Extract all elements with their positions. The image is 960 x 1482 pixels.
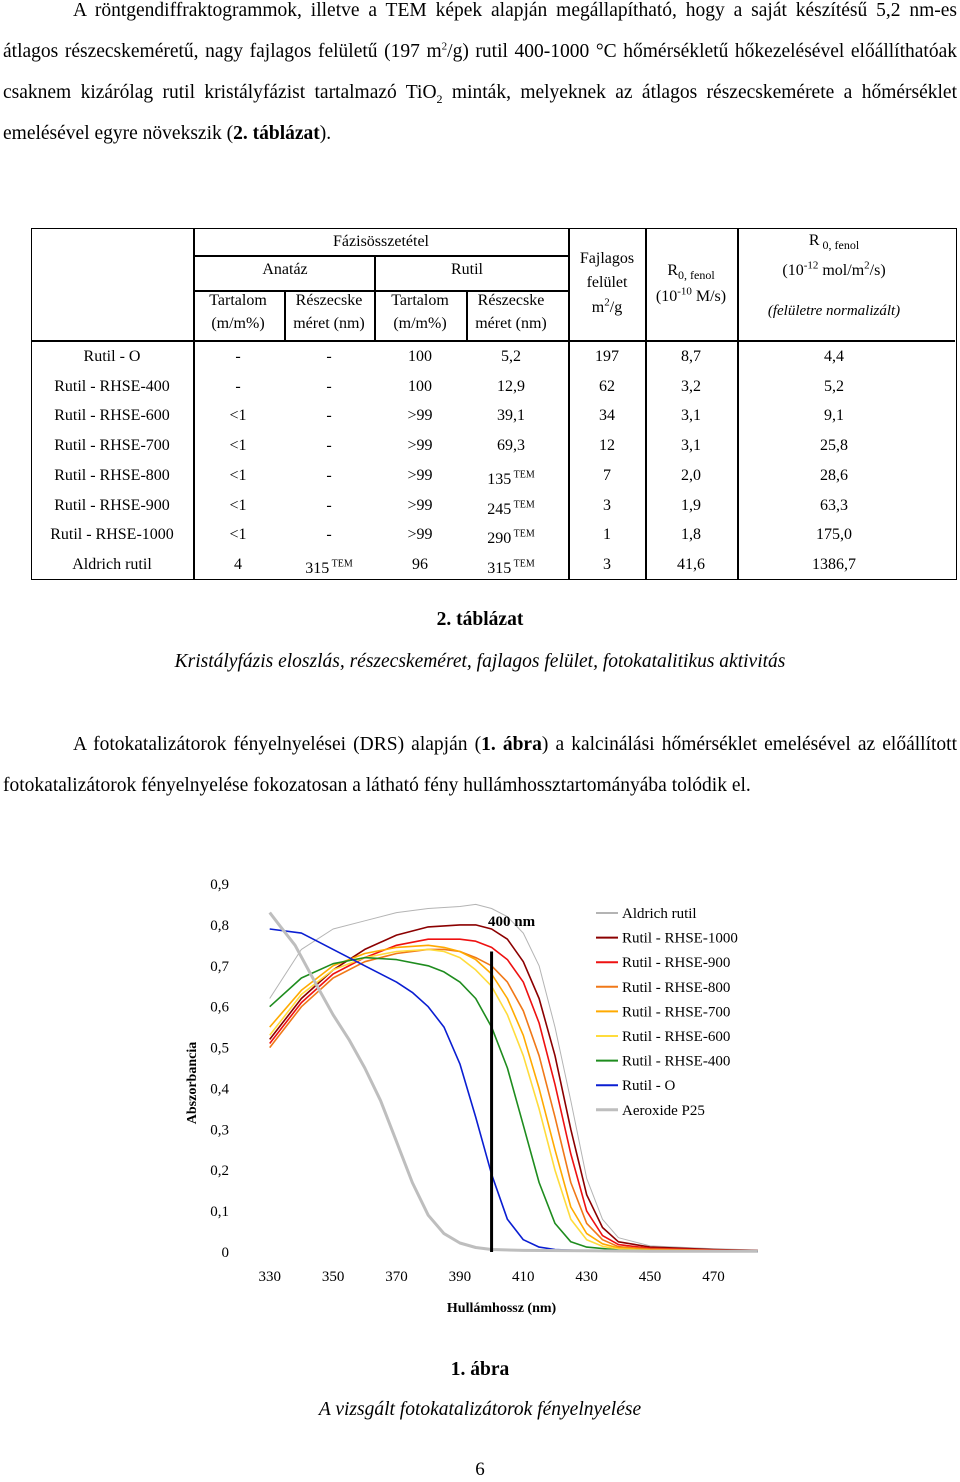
page-number: 6 [475,1459,485,1480]
header-rutile: Rutil [450,261,484,278]
table-cell: 135 $^{TEM}$ [487,469,535,488]
legend-label: Rutil - RHSE-600 [622,1029,731,1045]
table-cell: 2,0 [681,466,701,484]
x-tick-label: 350 [321,1269,345,1285]
paragraph-1 [3,0,957,154]
table-divider [32,340,955,342]
header-particle-unit: méret (nm) [475,315,547,332]
table-cell: - [235,348,241,365]
header-content: Tartalom [391,292,449,309]
subscript: 2 [436,91,443,106]
table-cell: 3 [603,496,611,514]
row-label: Aldrich rutil [72,555,152,573]
table-cell: 100 [408,348,432,365]
row-label: Rutil - O [83,348,141,365]
table-caption-text: Kristályfázis eloszlás, részecskeméret, fajlagos felület, fotokatalitikus aktivitás [174,651,786,672]
y-tick-label: 0,8 [210,917,229,934]
table-cell: 12 [599,437,615,455]
x-tick-label: 410 [512,1269,535,1285]
header-rn-unit: ($10^{-12}$ mol/$m^2/s$) [782,259,886,279]
table-cell: <1 [229,526,247,544]
table-cell: - [326,496,332,514]
row-label: Rutil - RHSE-800 [54,466,170,484]
table-cell: 62 [599,377,615,395]
header-r0-unit: ($10^{-10}$ M/s) [655,285,727,305]
row-label: Rutil - RHSE-1000 [50,526,174,544]
x-tick-label: 390 [448,1269,472,1285]
table-divider [737,229,739,579]
table-cell: 41,6 [677,555,705,573]
table-cell: >99 [407,496,433,514]
table-cell: 315 $^{TEM}$ [305,558,353,577]
legend-label: Rutil - O [622,1078,676,1095]
table-cell: 3,1 [681,437,701,455]
table-cell: 290 $^{TEM}$ [487,528,535,548]
table-cell: 25,8 [820,437,848,455]
y-tick-label: 0,7 [210,958,229,975]
table-cell: 8,7 [681,348,701,365]
table-cell: 28,6 [820,466,848,484]
y-tick-label: 0,6 [210,999,229,1016]
y-tick-label: 0 [221,1245,229,1261]
table-cell: >99 [407,437,433,455]
paragraph-1-text-d: ). [319,123,332,144]
y-tick-label: 0,2 [210,1163,229,1180]
table-cell: 9,1 [824,407,844,425]
table-divider [568,229,570,579]
y-tick-label: 0,1 [210,1204,229,1221]
x-tick-label: 470 [702,1269,725,1285]
table-cell: 39,1 [497,407,525,425]
legend-label: Rutil - RHSE-700 [622,1004,731,1021]
legend-label: Rutil - RHSE-1000 [622,930,738,947]
table-cell: 5,2 [824,377,844,395]
table-divider [284,291,286,341]
row-label: Rutil - RHSE-700 [54,437,170,455]
table-divider [645,229,647,579]
figure-reference: 1. ábra [481,734,542,755]
table-cell: 12,9 [497,377,525,395]
table-cell: <1 [229,466,247,484]
header-specific-surface-unit: $m^2/g$ [591,296,623,316]
table-cell: <1 [229,407,247,425]
table-cell: 1,8 [681,526,701,544]
table-cell: 63,3 [820,496,848,514]
y-tick-label: 0,9 [210,877,229,893]
table-cell: 4,4 [824,348,844,365]
table-cell: - [326,466,332,484]
y-axis-label: Abszorbancia [185,1041,200,1125]
header-content-unit: (m/m%) [393,315,447,332]
header-specific-surface: Fajlagos [579,250,635,267]
header-rn: R $_{0, fenol}$ [808,232,860,253]
table-cell: 3,1 [681,407,701,425]
legend-label: Aldrich rutil [622,906,697,922]
header-specific-surface-2: felület [586,274,628,291]
table-cell: 100 [408,377,432,395]
table-cell: 315 $^{TEM}$ [487,558,535,577]
table-divider [193,229,195,579]
table-divider [466,291,468,341]
table-cell: - [235,377,241,395]
table-cell: <1 [229,437,247,455]
header-particle: Részecske [477,292,545,309]
table-cell: - [326,348,332,365]
table-reference: 2. táblázat [233,123,320,144]
table-divider [374,256,376,341]
table-cell: 1 [603,526,611,544]
x-axis-label: Hullámhossz (nm) [446,1301,557,1316]
x-tick-label: 450 [638,1269,662,1285]
table-cell: 3 [603,555,611,573]
table-cell: - [326,407,332,425]
table-cell: >99 [407,466,433,484]
table-cell: 197 [595,348,619,365]
table-cell: 7 [603,466,611,484]
absorbance-chart [176,869,776,1329]
x-tick-label: 370 [385,1269,408,1285]
table-cell: 5,2 [501,348,521,365]
table-cell: 4 [234,555,242,573]
wavelength-marker-label: 400 nm [488,913,536,930]
superscript: 2 [441,40,448,53]
table-cell: 1,9 [681,496,701,514]
header-rn-note: (felületre normalizált) [767,303,901,319]
table-cell: 245 $^{TEM}$ [487,499,535,518]
table-cell: - [326,526,332,544]
results-table [31,228,957,580]
x-tick-label: 330 [258,1269,281,1285]
table-cell: 1386,7 [812,555,856,573]
x-tick-label: 430 [575,1269,598,1285]
y-tick-label: 0,4 [210,1081,229,1098]
header-phase-composition: Fázisösszetétel [333,233,429,250]
table-cell: <1 [229,496,247,514]
legend-label: Rutil - RHSE-400 [622,1053,731,1070]
paragraph-1-text-c: minták, melyeknek az átlagos részecskemérete a hőmérséklet emelésével egyre növekszik ( [3,82,957,144]
table-cell: 96 [412,555,428,573]
table-divider [194,255,568,257]
table-cell: >99 [407,407,433,425]
figure-caption-text: A vizsgált fotokatalizátorok fényelnyelése [318,1399,642,1420]
header-r0: $R_{0, fenol}$ [667,262,715,283]
paragraph-2 [3,724,957,806]
paragraph-2-text-b: ) a kalcinálási hőmérséklet emelésével az előállított fotokatalizátorok fényelnyelése fokozatosan a látható fény hullámhossztartományába tolódik el. [3,734,958,796]
paragraph-2-text-a: A fotokatalizátorok fényelnyelései (DRS) alapján ( [73,734,482,755]
row-label: Rutil - RHSE-600 [54,407,170,425]
header-anatase: Anatáz [262,261,308,278]
table-cell: 69,3 [497,437,525,455]
legend-label: Rutil - RHSE-900 [622,955,731,972]
table-cell: - [326,377,332,395]
paragraph-1-text-b: /g) rutil 400-1000 °C hőmérsékletű hőkezelésével előállíthatóak csaknem kizárólag rutil kristályfázist tartalmazó TiO [3,41,957,103]
header-particle-unit: méret (nm) [293,315,365,332]
y-tick-label: 0,3 [210,1122,229,1139]
table-cell: 3,2 [681,377,701,395]
header-content: Tartalom [209,292,267,309]
header-particle: Részecske [295,292,363,309]
figure-caption-label: 1. ábra [450,1359,510,1380]
table-cell: 175,0 [816,526,852,544]
row-label: Rutil - RHSE-400 [54,377,170,395]
legend-label: Rutil - RHSE-800 [622,979,731,996]
table-cell: 34 [599,407,615,425]
row-label: Rutil - RHSE-900 [54,496,170,514]
table-caption-label: 2. táblázat [436,609,524,630]
legend-label: Aeroxide P25 [622,1102,705,1119]
header-content-unit: (m/m%) [211,315,265,332]
paragraph-1-text-a: A röntgendiffraktogrammok, illetve a TEM képek alapján megállapítható, hogy a saját készítésű 5,2 nm-es átlagos részecskeméretű, nagy fajlagos felületű (197 m [3,0,957,62]
table-cell: - [326,437,332,455]
y-tick-label: 0,5 [210,1040,229,1057]
table-cell: >99 [407,526,433,544]
